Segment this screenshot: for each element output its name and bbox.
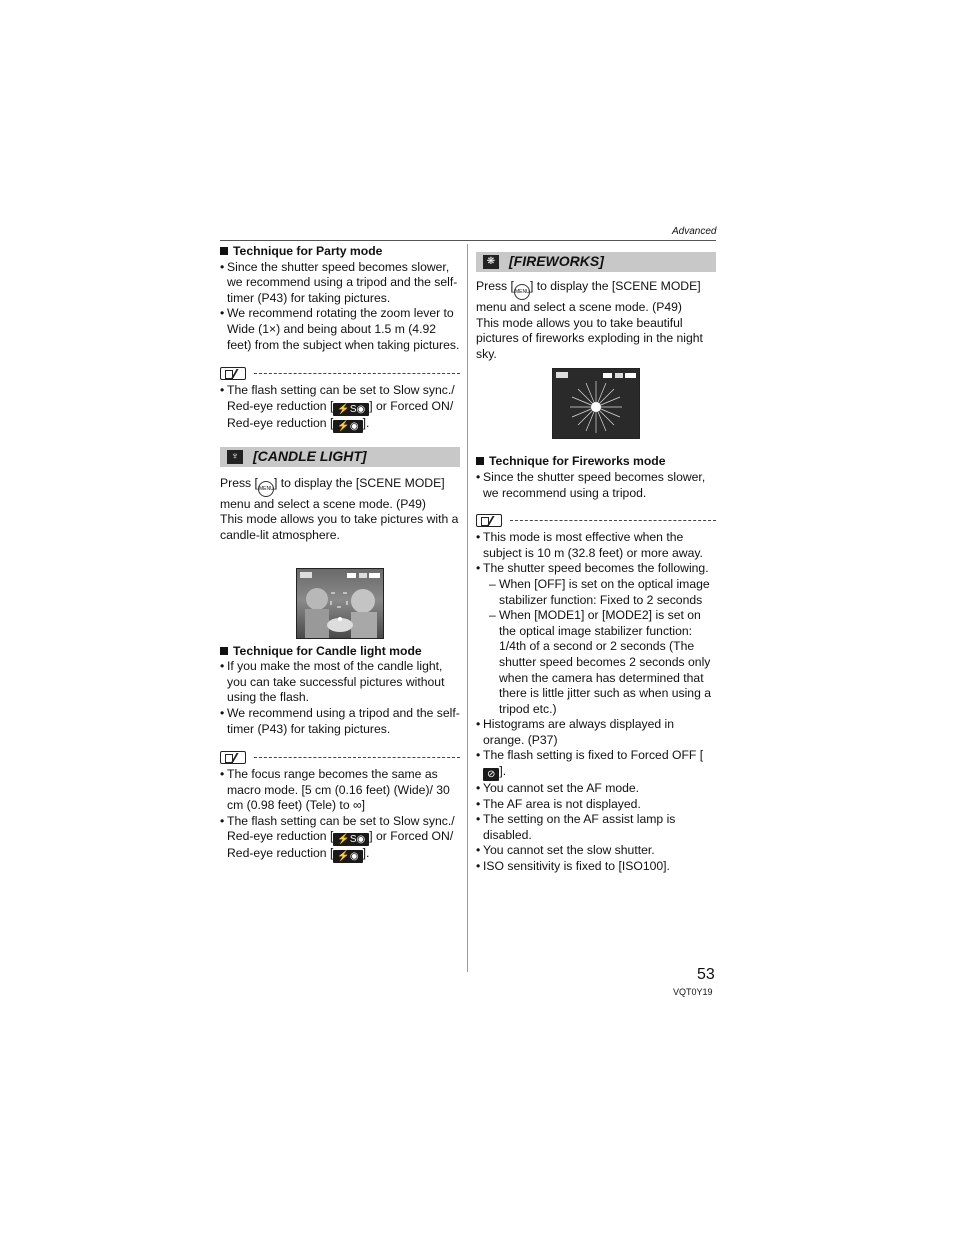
shutter-speed-sublist [483,577,716,717]
list-item: • The setting on the AF assist lamp is disabled. [476,812,716,843]
note-bar [220,365,460,381]
note-icon [220,367,246,380]
list-item: • You cannot set the AF mode. [476,781,716,797]
note-bar [476,512,716,528]
menu-button-icon: MENU [514,284,530,300]
column-divider [467,244,468,972]
list-item: • The AF area is not displayed. [476,797,716,813]
party-technique-heading: Technique for Party mode [220,244,460,260]
fireworks-technique-list [476,470,716,501]
note-icon [220,751,246,764]
flash-redeye-icon: ⚡◉ [333,850,362,863]
list-item: • The flash setting is fixed to Forced OFF [⊘ ]. [476,748,716,781]
list-item: – When [MODE1] or [MODE2] is set on the optical image stabilizer function: 1/4th of a second or 2 seconds (The shutter speed becomes 2 seconds only when the camera has determined that there is little jitter such as when using a tripod etc.) [483,608,716,717]
fireworks-note-list [476,530,716,874]
note-icon [476,514,502,527]
header-divider [220,240,716,241]
list-item: • Since the shutter speed becomes slower, we recommend using a tripod. [476,470,716,501]
candle-technique-heading: Technique for Candle light mode [220,644,460,660]
party-technique-list [220,260,460,354]
list-item: • The flash setting can be set to Slow sync./ Red-eye reduction [ ⚡S◉ ] or Forced ON/ Red-eye reduction [ ⚡◉ ]. [220,383,460,433]
list-item: • The shutter speed becomes the following. – When [OFF] is set on the optical image stabilizer function: Fixed to 2 seconds – When [MODE1] or [MODE2] is set on the optical image stabilizer function: 1/4th of a second or 2 seconds (The shutter speed becomes 2 seconds only when the camera has determined that there is little jitter such as when using a tripod etc.) [476,561,716,717]
flash-slow-redeye-icon: ⚡S◉ [333,403,369,416]
list-item: • This mode is most effective when the subject is 10 m (32.8 feet) or more away. [476,530,716,561]
fireworks-intro: Press [MENU] to display the [SCENE MODE] menu and select a scene mode. (P49) This mode allows you to take beautiful pictures of fireworks exploding in the night sky. [476,279,703,361]
candle-intro: Press [MENU] to display the [SCENE MODE] menu and select a scene mode. (P49) This mode allows you to take pictures with a candle-lit atmosphere. [220,475,459,542]
fireworks-title: [FIREWORKS] [509,253,604,270]
candle-technique-list [220,659,460,737]
candle-light-title: [CANDLE LIGHT] [253,447,367,464]
fireworks-technique-heading: Technique for Fireworks mode [476,454,716,470]
fireworks-photo-graphic [553,369,639,438]
candle-light-sample-photo [296,568,384,639]
section-label: Advanced [672,226,717,237]
flash-off-icon: ⊘ [483,768,499,781]
list-item: – When [OFF] is set on the optical image stabilizer function: Fixed to 2 seconds [483,577,716,608]
list-item: • Histograms are always displayed in orange. (P37) [476,717,716,748]
flash-redeye-icon: ⚡◉ [333,420,362,433]
list-item: • Since the shutter speed becomes slower, we recommend using a tripod and the self-timer (P43) for taking pictures. [220,260,460,307]
list-item: • ISO sensitivity is fixed to [ISO100]. [476,859,716,875]
list-item: • You cannot set the slow shutter. [476,843,716,859]
candle-note-list [220,767,460,863]
list-item: • The focus range becomes the same as macro mode. [5 cm (0.16 feet) (Wide)/ 30 cm (0.98 feet) (Tele) to ∞] [220,767,460,814]
candle-light-title-bar [220,447,460,467]
menu-button-icon: MENU [258,481,274,497]
list-item: • We recommend using a tripod and the self-timer (P43) for taking pictures. [220,706,460,737]
candle-photo-graphic [297,569,383,638]
note-bar [220,749,460,765]
candle-icon: ♆ [227,450,243,464]
right-column [476,252,716,875]
fireworks-sample-photo [552,368,640,439]
list-item: • We recommend rotating the zoom lever to Wide (1×) and being about 1.5 m (4.92 feet) from the subject when taking pictures. [220,306,460,353]
party-note-list [220,383,460,433]
document-code: VQT0Y19 [673,987,713,997]
fireworks-title-bar [476,252,716,272]
list-item: • The flash setting can be set to Slow sync./ Red-eye reduction [ ⚡S◉ ] or Forced ON/ Red-eye reduction [ ⚡◉ ]. [220,814,460,864]
fireworks-icon: ❋ [483,255,499,269]
list-item: • If you make the most of the candle light, you can take successful pictures without using the flash. [220,659,460,706]
flash-slow-redeye-icon: ⚡S◉ [333,833,369,846]
left-column [220,244,460,863]
page-number: 53 [697,966,715,983]
